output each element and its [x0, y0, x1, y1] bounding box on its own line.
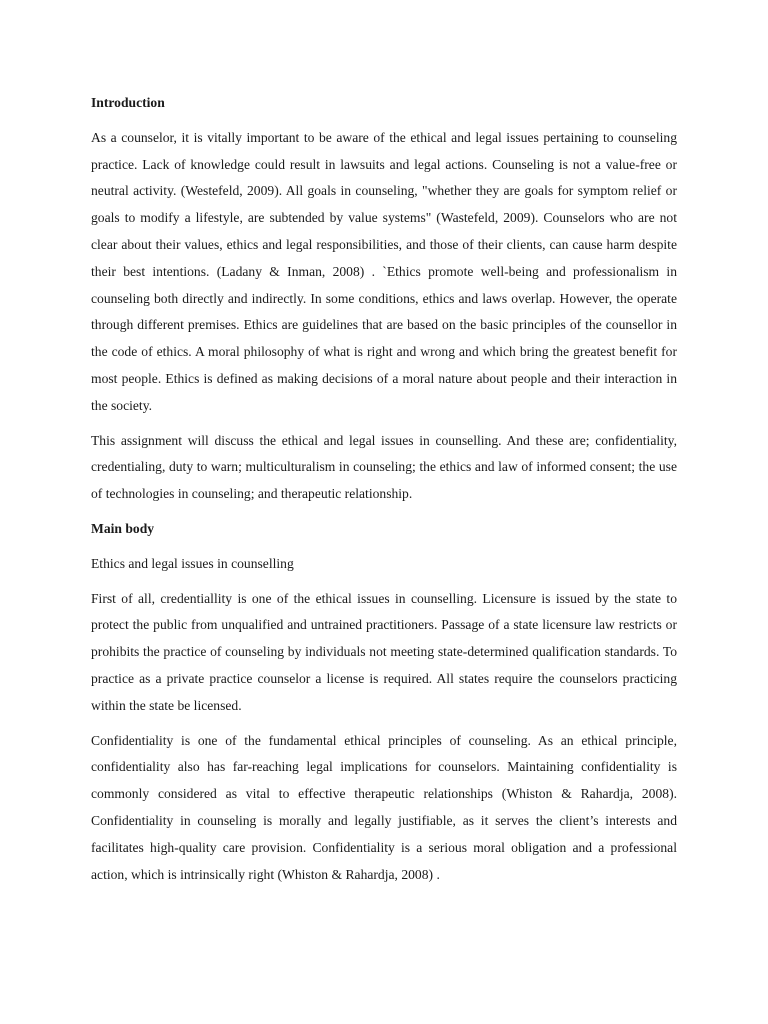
document-body: [91, 90, 677, 896]
main-body-heading: Main body: [91, 520, 155, 536]
credentialing-paragraph: First of all, credentiallity is one of the ethical issues in counselling. Licensure is issued by the state to protect the public from unqualified and untrained practitioners. Passage of a state licensure law restricts or prohibits the practice of counseling by individuals not meeting state-determined qualification standards. To practice as a private practice counselor a license is required. All states require the counselors practicing within the state be licensed.: [91, 590, 677, 713]
intro-paragraph-1: As a counselor, it is vitally important to be aware of the ethical and legal issues pertaining to counseling practice. Lack of knowledge could result in lawsuits and legal actions. Counseling is not a value-free or neutral activity. (Westefeld, 2009). All goals in counseling, "whether they are goals for symptom relief or goals to modify a lifestyle, are subtended by value systems" (Wastefeld, 2009). Counselors who are not clear about their values, ethics and legal responsibilities, and those of their clients, can cause harm despite their best intentions. (Ladany & Inman, 2008) . `Ethics promote well-being and professionalism in counseling both directly and indirectly. In some conditions, ethics and laws overlap. However, the operate through different premises. Ethics are guidelines that are based on the basic principles of the counsellor in the code of ethics. A moral philosophy of what is right and wrong and which bring the greatest benefit for most people. Ethics is defined as making decisions of a moral nature about people and their interaction in the society.: [91, 129, 677, 413]
ethics-legal-subheading: Ethics and legal issues in counselling: [91, 555, 294, 571]
confidentiality-paragraph: Confidentiality is one of the fundamental ethical principles of counseling. As an ethical principle, confidentiality also has far-reaching legal implications for counselors. Maintaining confidentiality is commonly considered as vital to effective therapeutic relationships (Whiston & Rahardja, 2008). Confidentiality in counseling is morally and legally justifiable, as it serves the client’s interests and facilitates high-quality care provision. Confidentiality is a serious moral obligation and a professional action, which is intrinsically right (Whiston & Rahardja, 2008) .: [91, 732, 677, 882]
introduction-heading: Introduction: [91, 95, 165, 110]
intro-paragraph-2: This assignment will discuss the ethical and legal issues in counselling. And these are; confidentiality, credentialing, duty to warn; multiculturalism in counseling; the ethics and law of informed consent; the use of technologies in counseling; and therapeutic relationship.: [91, 432, 677, 502]
